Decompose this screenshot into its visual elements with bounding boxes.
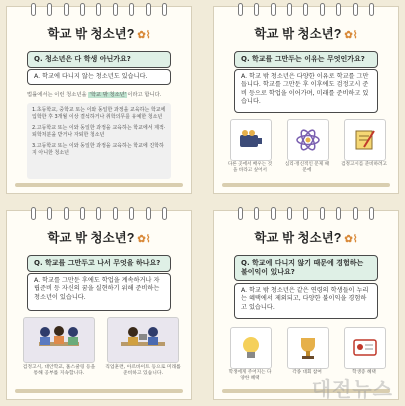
- sprout-icon: ✿⌇: [137, 30, 151, 41]
- question-bar: Q. 학교를 그만두고 나서 무엇을 하나요?: [27, 255, 171, 272]
- trophy-icon: [287, 327, 329, 369]
- watermark: 대전뉴스: [311, 379, 393, 401]
- card-title: 학교 밖 청소년? ✿⌇: [254, 231, 358, 245]
- work-illustration: [107, 317, 179, 363]
- answer-box: A. 학교 밖 청소년은 다양한 이유로 학교를 그만둡니다. 학교를 그만둔 후 이후에도 검정고시 준비 등으로 학업을 이어가며, 미래를 준비하고 있습니다.: [234, 69, 378, 113]
- icon-caption: 심리·정신적인 문제 때문에: [284, 162, 330, 173]
- icon-caption: 학생에게 주어지는 다양한 혜택: [228, 370, 272, 381]
- list-item: 1.초등학교, 중학교 또는 이와 동일한 과정을 교육하는 학교에 입학한 후 3개월 이상 결석하거나 취학의무를 유예한 청소년: [32, 107, 166, 120]
- card-1: [6, 6, 192, 194]
- bulb-icon: [230, 327, 272, 369]
- icon-caption: 각종 대회 참여: [292, 370, 322, 375]
- list-item: 2.고등학교 또는 이와 동일한 과정을 교육하는 학교에서 제적·퇴학처분을 받거나 자퇴한 청소년: [32, 125, 166, 138]
- card-title: 학교 밖 청소년? ✿⌇: [254, 27, 358, 41]
- list-item: 3.고등학교 또는 이와 동일한 과정을 교육하는 학교에 진학하지 아니한 청소년: [32, 143, 164, 156]
- study-group-illustration: [23, 317, 95, 363]
- question-bar: Q. 학교를 그만두는 이유는 무엇인가요?: [234, 51, 378, 68]
- atom-icon: [287, 119, 329, 161]
- camera-icon: [230, 119, 272, 161]
- photo-caption: 직업훈련, 아르바이트 등으로 미래를 준비하고 있습니다.: [105, 365, 181, 377]
- sprout-icon: ✿⌇: [344, 234, 358, 245]
- binder-rings: [214, 207, 398, 221]
- card-title: 학교 밖 청소년? ✿⌇: [47, 231, 151, 245]
- card-title: 학교 밖 청소년? ✿⌇: [47, 27, 151, 41]
- binder-rings: [214, 3, 398, 17]
- question-bar: Q. 학교에 다니지 않기 때문에 경험하는 불이익이 있나요?: [234, 255, 378, 281]
- card-icon: [344, 327, 386, 369]
- card-3: [6, 210, 192, 400]
- binder-rings: [7, 207, 191, 221]
- answer-box: A. 학교를 그만둔 후에도 학업을 계속하거나 자립준비 등 자신의 꿈을 실현하기 위해 준비하는 청소년이 있습니다.: [27, 273, 171, 311]
- answer-box: A. 학교 밖 청소년은 같은 연령의 학생들이 누리는 혜택에서 제외되고, 다양한 불이익을 경험하고 있습니다.: [234, 283, 378, 319]
- certificate-icon: [344, 119, 386, 161]
- icon-caption: 다른 곳에서 배우는 것을 바라고 싶어서: [227, 162, 273, 173]
- card-2: [213, 6, 399, 194]
- definition-list: [27, 103, 171, 179]
- photo-caption: 검정고시, 대안학교, 홈스쿨링 등을 통해 공부를 지속합니다.: [22, 365, 96, 377]
- question-bar: Q. 청소년은 다 학생 아닌가요?: [27, 51, 171, 68]
- icon-caption: 검정고시를 준비하려고: [341, 162, 387, 167]
- sprout-icon: ✿⌇: [137, 234, 151, 245]
- sprout-icon: ✿⌇: [344, 30, 358, 41]
- card-4: [213, 210, 399, 400]
- answer-box: A. 학교에 다니지 않는 청소년도 있습니다.: [27, 69, 171, 85]
- definition-note: 법률에서는 이런 청소년을 '학교 밖 청소년'이라고 합니다.: [27, 92, 162, 98]
- binder-rings: [7, 3, 191, 17]
- icon-caption: 학생증 혜택: [352, 370, 376, 375]
